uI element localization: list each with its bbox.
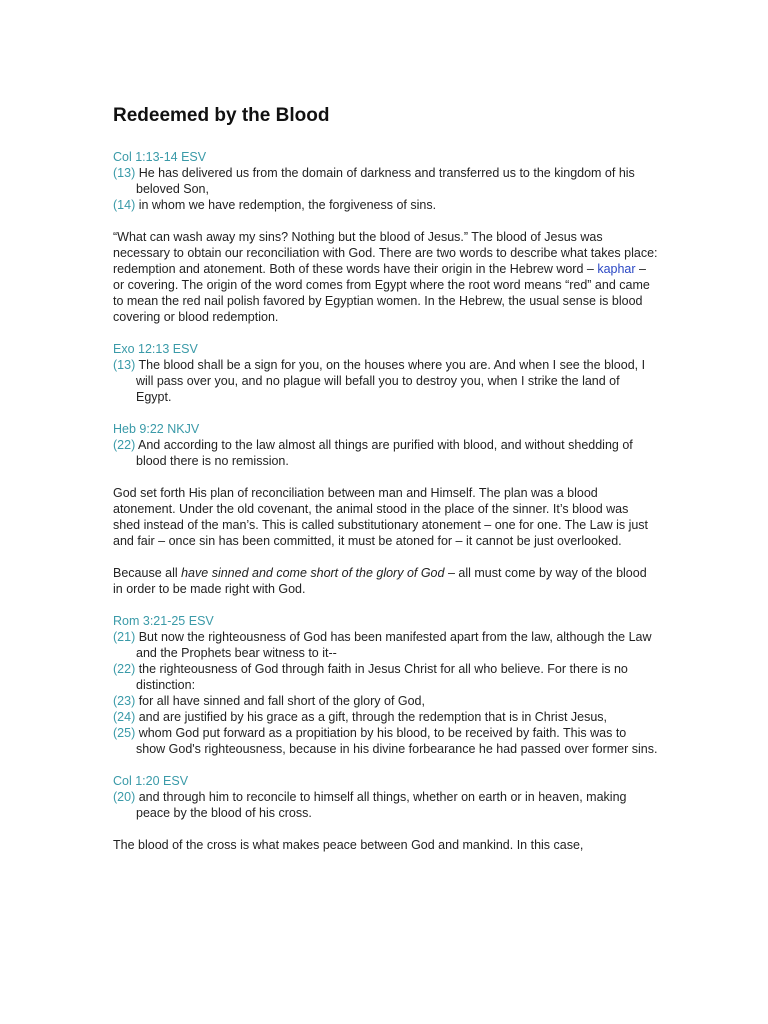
- scripture-col-1-13-14: [113, 149, 658, 213]
- paragraph-all-have-sinned: Because all have sinned and come short of the glory of God – all must come by way of the blood in order to be made right with God.: [113, 566, 647, 596]
- verse-text: And according to the law almost all things are purified with blood, and without shedding of blood there is no remission.: [135, 438, 633, 468]
- verse: [113, 437, 658, 469]
- verse-number: (24): [113, 710, 136, 724]
- scripture-reference: Col 1:13-14 ESV: [113, 150, 207, 164]
- verse-number: (13): [113, 166, 136, 180]
- page-title: Redeemed by the Blood: [113, 105, 330, 126]
- scripture-reference: Col 1:20 ESV: [113, 774, 189, 788]
- verse-number: (21): [113, 630, 136, 644]
- verse-text: whom God put forward as a propitiation by his blood, to be received by faith. This was to show God's righteousness, because in his divine forbearance he had passed over former sins.: [135, 726, 658, 756]
- scripture-reference: Exo 12:13 ESV: [113, 342, 198, 356]
- paragraph-reconciliation: God set forth His plan of reconciliation between man and Himself. The plan was a blood atonement. Under the old covenant, the animal stood in the place of the sinner. It’s blood was shed instead of the man’s. This is called substitutionary atonement – one for one. The Law is just and fair – once sin has been committed, it must be atoned for – it cannot be just overlooked.: [113, 486, 649, 548]
- verse-text: and are justified by his grace as a gift, through the redemption that is in Christ Jesus,: [135, 710, 608, 724]
- scripture-reference: Rom 3:21-25 ESV: [113, 614, 214, 628]
- paragraph-blood-of-cross: The blood of the cross is what makes peace between God and mankind. In this case,: [113, 838, 584, 852]
- verse: [113, 693, 658, 709]
- verse-text: The blood shall be a sign for you, on the houses where you are. And when I see the blood, I will pass over you, and no plague will befall you to destroy you, when I strike the land of Egypt.: [135, 358, 646, 404]
- verse-number: (14): [113, 198, 136, 212]
- verse-number: (22): [113, 662, 136, 676]
- verse: [113, 357, 658, 405]
- document-page: [113, 104, 658, 853]
- verse-number: (13): [113, 358, 136, 372]
- verse-text: the righteousness of God through faith in Jesus Christ for all who believe. For there is no distinction:: [135, 662, 628, 692]
- verse-number: (23): [113, 694, 136, 708]
- verse-text: He has delivered us from the domain of darkness and transferred us to the kingdom of his beloved Son,: [135, 166, 635, 196]
- verse-text: But now the righteousness of God has been manifested apart from the law, although the Law and the Prophets bear witness to it--: [135, 630, 652, 660]
- verse: [113, 197, 658, 213]
- paragraph-blood-of-jesus: “What can wash away my sins? Nothing but the blood of Jesus.” The blood of Jesus was necessary to obtain our reconciliation with God. There are two words to describe what takes place: redemption and atonement. Both of these words have their origin in the Hebrew word – kaphar – or covering. The origin of the word comes from Egypt where the root word means “red” and came to mean the red nail polish favored by Egyptian women. In the Hebrew, the usual sense is blood covering or blood redemption.: [113, 230, 658, 324]
- verse-text: and through him to reconcile to himself all things, whether on earth or in heaven, making peace by the blood of his cross.: [135, 790, 627, 820]
- verse-number: (22): [113, 438, 136, 452]
- verse: [113, 709, 658, 725]
- kaphar-link[interactable]: kaphar: [597, 262, 636, 276]
- scripture-reference: Heb 9:22 NKJV: [113, 422, 200, 436]
- scripture-rom-3-21-25: [113, 613, 658, 757]
- verse-number: (25): [113, 726, 136, 740]
- verse: [113, 165, 658, 197]
- verse-number: (20): [113, 790, 136, 804]
- scripture-heb-9-22: [113, 421, 658, 469]
- verse-text: for all have sinned and fall short of the glory of God,: [135, 694, 425, 708]
- verse: [113, 629, 658, 661]
- scripture-col-1-20: [113, 773, 658, 821]
- verse-text: in whom we have redemption, the forgiveness of sins.: [135, 198, 437, 212]
- verse: [113, 661, 658, 693]
- verse: [113, 725, 658, 757]
- verse: [113, 789, 658, 821]
- scripture-exo-12-13: [113, 341, 658, 405]
